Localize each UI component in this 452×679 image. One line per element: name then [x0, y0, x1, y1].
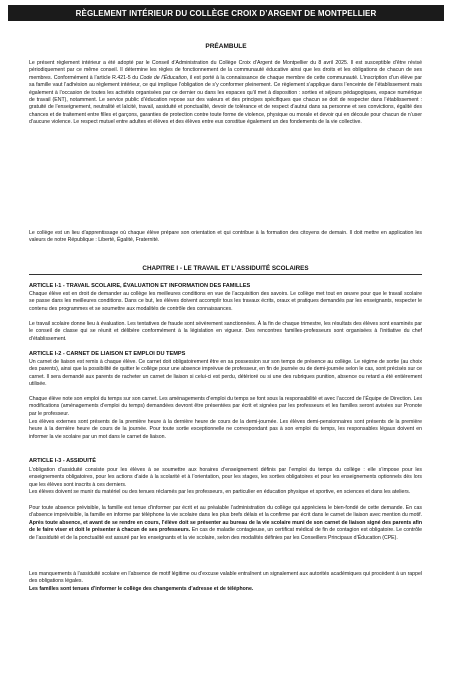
preamble-heading: PRÉAMBULE — [205, 43, 247, 50]
preamble-p1-code-title: Code de l’Éducation — [139, 74, 187, 81]
article-3-paragraph-4: Les manquements à l’assiduité scolaire en l’absence de motif légitime ou d’excuse valable entraînent un signalement aux autorités académiques qui procèdent à un rappel des obligations légales. — [29, 571, 422, 585]
preamble-p1-part2: , il est porté à la connaissance de chaque membre de cette communauté. L’inscription d’un élève par sa famille vaut l’adhésion au règlement intérieur, ce qui implique l’obligation de s’y conformer pleinement. Ce règlement s’applique dans l’enceinte de l’établissement mais également à l’occasion de toutes les activités organisées par ce dernier ou dans les espaces qu’il met à disposition : sorties et séjours pédagogiques, espace numérique de travail (ENT), notamment. Le service public d’éducation repose sur des valeurs et des principes spécifiques que chacun se doit de respecter dans l’établissement : gratuité de l’enseignement, neutralité et laïcité, travail, assiduité et ponctualité, devoir de tolérance et de respect d’autrui dans sa personne et ses convictions, égalité des chances et de traitement entre filles et garçons, garanties de protection contre toute forme de violence, physique ou morale et devoir qui en découle pour chacun de n’user d’aucune violence. Le respect mutuel entre adultes et élèves et des élèves entre eux constitue également un des fondements de la vie collective. — [29, 74, 422, 126]
article-3-paragraph-1: L’obligation d’assiduité consiste pour les élèves à se soumettre aux horaires d’enseignement définis par l’emploi du temps du collège : elle s’impose pour les enseignements obligatoires, pour les actions d’aide à la scolarité et à l’orientation, pour les stages, les sorties obligatoires et pour les enseignements optionnels dès lors que les élèves sont inscrits à ces derniers. — [29, 467, 422, 488]
chapter-heading: CHAPITRE I - LE TRAVAIL ET L’ASSIDUITÉ SCOLAIRES — [29, 265, 422, 275]
article-1-heading: ARTICLE I-1 - TRAVAIL SCOLAIRE, ÉVALUATION ET INFORMATION DES FAMILLES — [29, 283, 251, 289]
article-3-paragraph-3 — [29, 505, 422, 542]
article-1-paragraph-2: Le travail scolaire donne lieu à évaluation. Les tentatives de fraude sont sévèrement sanctionnées. À la fin de chaque trimestre, les résultats des élèves sont examinés par le conseil de classe qui se réunit et délibère conformément à la législation en vigueur. Des rencontres familles-professeurs sont organisées à l’initiative du chef d’établissement. — [29, 321, 422, 342]
preamble-paragraph-1 — [29, 60, 422, 127]
article-2-heading: ARTICLE I-2 - CARNET DE LIAISON ET EMPLOI DU TEMPS — [29, 351, 186, 357]
article-2-paragraph-3: Les élèves externes sont présents de la première heure à la dernière heure de cours de la demi-journée. Les élèves demi-pensionnaires sont présents de la première heure à la dernière heure de cours de la journée. Pour toute sortie exceptionnelle ne correspondant pas à son emploi du temps, les responsables légaux doivent en informer la vie scolaire par un mot dans le carnet de liaison. — [29, 419, 422, 440]
preamble-paragraph-2: Le collège est un lieu d’apprentissage où chaque élève prépare son orientation et qui contribue à la formation des citoyens de demain. Il doit mettre en application les valeurs de notre République : Liberté, Égalité, Fraternité. — [29, 230, 422, 244]
article-3-paragraph-5: Les familles sont tenues d’informer le collège des changements d’adresse et de téléphone. — [29, 586, 254, 592]
document-title: RÈGLEMENT INTÉRIEUR DU COLLÈGE CROIX D’ARGENT DE MONTPELLIER — [8, 5, 444, 21]
article-3-heading: ARTICLE I-3 - ASSIDUITÉ — [29, 458, 96, 464]
preamble-p1-part1: Le présent règlement intérieur a été adopté par le Conseil d’Administration du Collège Croix d’Argent de Montpellier du 8 avril 2025. Il est susceptible d’être révisé périodiquement par ce même conseil. Il détermine les règles de fonctionnement de la communauté éducative ainsi que les droits et les obligations de chacun de ses membres. Conformément à l’article R.421-5 du — [29, 60, 422, 81]
article-3-p3-bold: Après toute absence, et avant de se rendre en cours, l’élève doit se présenter au bureau de la vie scolaire muni de son carnet de liaison signé des parents afin de le faire viser et doit le présenter à chacun de ses professeurs. — [29, 519, 422, 534]
article-2-paragraph-1: Un carnet de liaison est remis à chaque élève. Ce carnet doit obligatoirement être en sa possession sur son temps de présence au collège. Le régime de sortie (au choix des parents), ainsi que la possibilité de quitter le collège pour une absence imprévue de professeur, en fin de journée ou de demi-journée selon le cas, sont précisés sur ce carnet. Il sera demandé aux parents de racheter un carnet de liaison si celui-ci est perdu, détérioré ou si une des rubriques punition, absence ou retard a été entièrement utilisée. — [29, 359, 422, 388]
article-2-paragraph-2: Chaque élève note son emploi du temps sur son carnet. Les aménagements d’emploi du temps se font sous la responsabilité et avec l’accord de l’Équipe de Direction. Les modifications (aménagements d’emploi du temps) demandées devront être présentées par écrit et signées par les professeurs et les familles seront avisées sur Pronote par le professeur. — [29, 396, 422, 417]
article-3-paragraph-2: Les élèves doivent se munir du matériel ou des tenues réclamés par les professeurs, en particulier en éducation physique et sportive, en sciences et dans les ateliers. — [29, 489, 411, 495]
article-1-paragraph-1: Chaque élève est en droit de demander au collège les meilleures conditions en vue de l’acquisition des savoirs. Le collège met tout en œuvre pour que le travail scolaire se passe dans les meilleures conditions. Dans ce but, les élèves doivent accomplir tous les travaux écrits, oraux et pratiques demandés par les enseignants, respecter le contenu des programmes et se soumettre aux modalités de contrôle des connaissances. — [29, 291, 422, 312]
article-3-p3-normal: Pour toute absence prévisible, la famille est tenue d’informer par écrit et au préalable l’administration du collège qui appréciera le bien-fondé de cette demande. En cas d’absence imprévisible, la famille en informe par téléphone la vie scolaire dans les plus brefs délais et la confirme par écrit dans le carnet de liaison avec mention du motif. — [29, 505, 422, 519]
article-3-p3-tail: En cas de maladie contagieuse, un certificat médical de fin de contagion est obligatoire. Le contrôle de l’assiduité et de la ponctualité est assuré par les enseignants et la vie scolaire, selon des modalités définies par les Conseillers Principaux d’Éducation (CPE). — [29, 527, 422, 541]
